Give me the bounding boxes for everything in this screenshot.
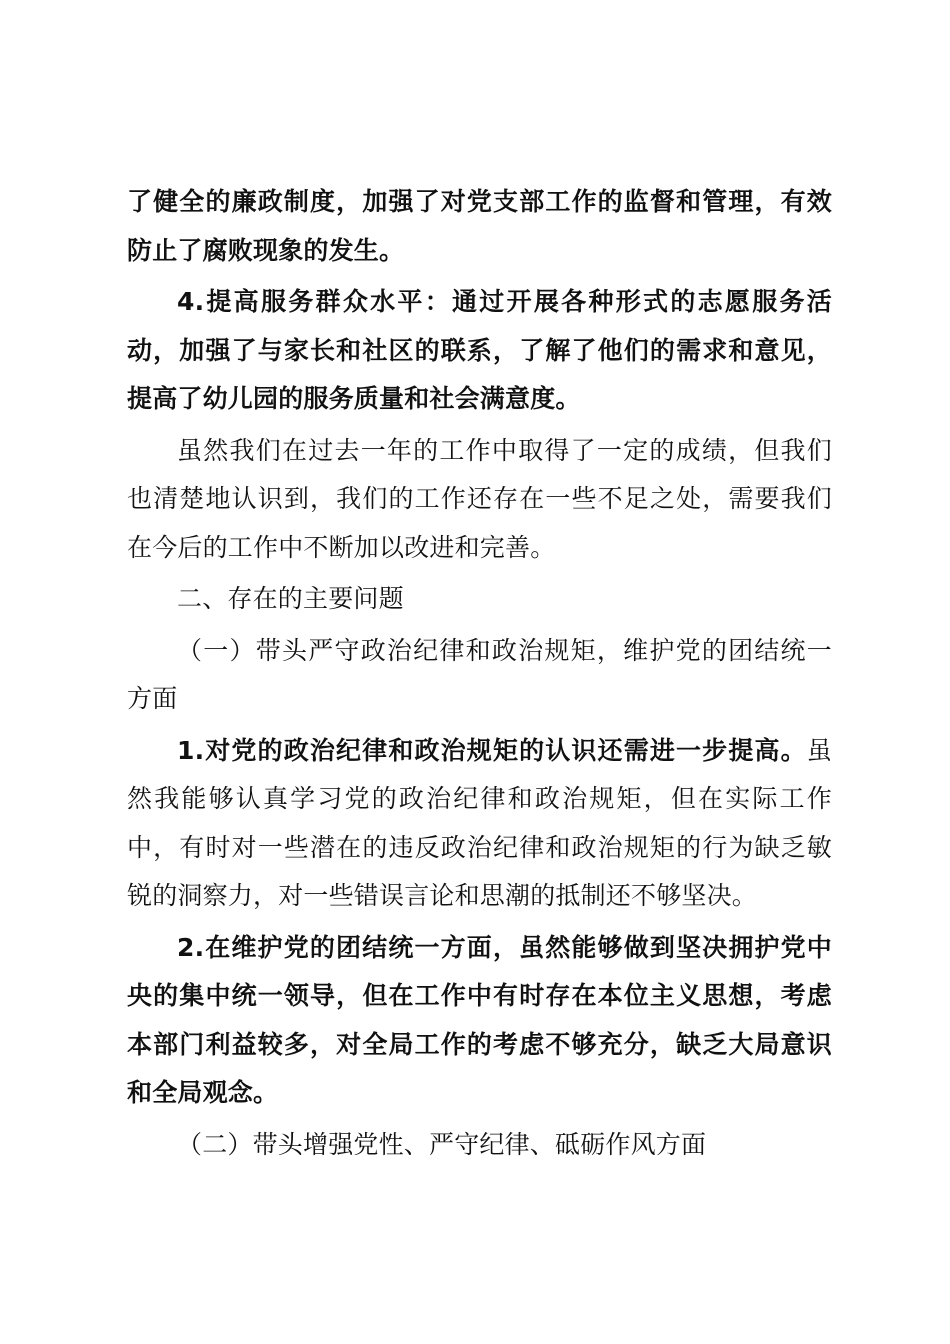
issue-1-body: 虽然我能够认真学习党的政治纪律和政治规矩，但在实际工作中，有时对一些潜在的违反政治纪律和政治规矩的行为缺乏敏锐的洞察力，对一些错误言论和思潮的抵制还不够坚决。 xyxy=(127,735,832,910)
document-page xyxy=(127,178,832,1172)
issue-1-lead: 1.对党的政治纪律和政治规矩的认识还需进一步提高。 xyxy=(177,735,807,765)
subsection-heading-2: （二）带头增强党性、严守纪律、砥砺作风方面 xyxy=(177,1129,707,1159)
paragraph-summary: 虽然我们在过去一年的工作中取得了一定的成绩，但我们也清楚地认识到，我们的工作还存在一些不足之处，需要我们在今后的工作中不断加以改进和完善。 xyxy=(127,435,832,562)
paragraph-continuation: 了健全的廉政制度，加强了对党支部工作的监督和管理，有效防止了腐败现象的发生。 xyxy=(127,187,832,265)
subsection-heading-1: （一）带头严守政治纪律和政治规矩，维护党的团结统一方面 xyxy=(127,635,832,713)
paragraph-item-4: 4.提高服务群众水平：通过开展各种形式的志愿服务活动，加强了与家长和社区的联系，了解了他们的需求和意见，提高了幼儿园的服务质量和社会满意度。 xyxy=(127,287,832,413)
paragraph-issue-1 xyxy=(127,727,832,921)
section-heading-2: 二、存在的主要问题 xyxy=(177,584,404,613)
paragraph-issue-2: 2.在维护党的团结统一方面，虽然能够做到坚决拥护党中央的集中统一领导，但在工作中有时存在本位主义思想，考虑本部门利益较多，对全局工作的考虑不够充分，缺乏大局意识和全局观念。 xyxy=(127,932,832,1107)
